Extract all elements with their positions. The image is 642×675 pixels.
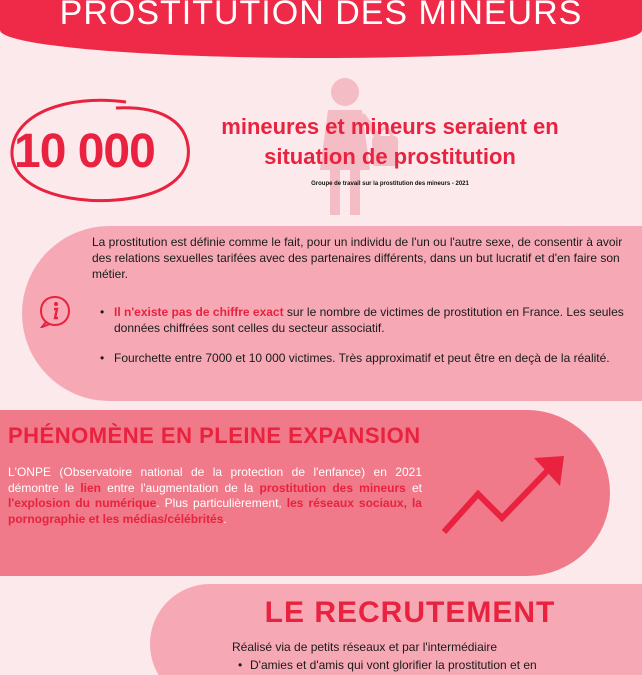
list-item	[92, 304, 640, 336]
expansion-text-4: . Plus particulièrement,	[156, 496, 287, 510]
expansion-highlight-3: l'explosion du numérique	[8, 496, 157, 510]
info-list	[92, 304, 640, 380]
stat-headline	[190, 112, 590, 172]
expansion-text-5: .	[223, 511, 227, 526]
stat-block	[6, 96, 196, 206]
expansion-highlight-2: prostitution des mineurs	[259, 480, 406, 495]
list-item: • Fourchette entre 7000 et 10 000 victimes. Très approximatif et peut être en deçà de la réalité.	[92, 350, 640, 366]
trend-up-arrow-icon	[440, 452, 570, 538]
bullet1-bold: Il n'existe pas de chiffre exact	[114, 305, 284, 319]
recruitment-list	[232, 658, 642, 672]
stat-headline-line2: situation de prostitution	[264, 144, 516, 169]
bullet1-rest: sur le nombre de victimes de prostitution en France. Les seules données chiffrées sont celles du secteur associatif.	[114, 305, 624, 335]
stat-number: 10 000	[14, 125, 155, 178]
definition-text: La prostitution est définie comme le fait, pour un individu de l'un ou l'autre sexe, de consentir à avoir des relations sexuelles tarifées avec des partenaires différents, dans un but lucratif et d'en faire son métier.	[92, 235, 623, 281]
expansion-text	[8, 465, 422, 527]
recruitment-title: LE RECRUTEMENT	[264, 596, 556, 629]
info-circle-icon	[38, 294, 72, 328]
expansion-text-2: entre l'augmentation de la	[101, 480, 260, 495]
stat-source: Groupe de travail sur la prostitution des mineurs - 2021	[311, 181, 469, 187]
page-title: PROSTITUTION DES MINEURS	[59, 0, 583, 32]
expansion-text-1: L'ONPE (Observatoire national de la protection de l'enfance) en 2021 démontre le	[8, 465, 422, 495]
list-item: • D'amies et d'amis qui vont glorifier la prostitution et en	[232, 658, 642, 672]
expansion-highlight-4: les réseaux sociaux, la pornographie et les médias/célébrités	[8, 496, 422, 526]
recruitment-intro: Réalisé via de petits réseaux et par l'intermédiaire	[232, 640, 498, 654]
expansion-title: PHÉNOMÈNE EN PLEINE EXPANSION	[8, 423, 421, 448]
expansion-highlight-1: lien	[80, 480, 102, 495]
expansion-text-3: et	[405, 480, 423, 495]
stat-headline-line1: mineures et mineurs seraient en	[221, 114, 559, 139]
